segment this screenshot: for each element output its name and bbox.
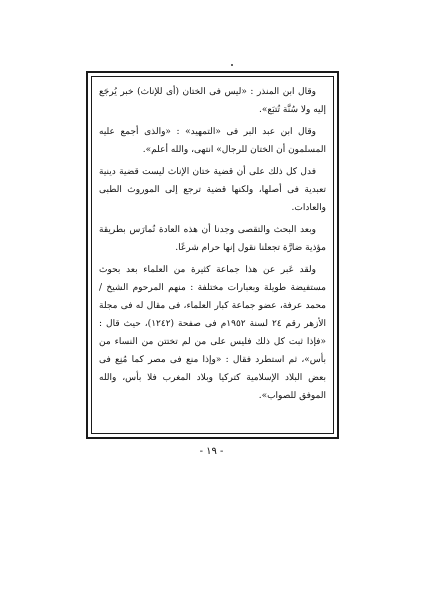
- paragraph-4: وبعد البحث والتقصى وجدنا أن هذه العادة تُمارَس بطريقة مؤذية ضارَّة تجعلنا نقول إنها حرام شرعًا.: [99, 225, 326, 253]
- page-number: - ١٩ -: [199, 446, 224, 457]
- body-text: [99, 83, 326, 405]
- text-frame-inner: [91, 76, 334, 434]
- text-frame: [86, 71, 339, 439]
- paragraph-2: وقال ابن عبد البر فى «التمهيد» : «والذى أجمع عليه المسلمون أن الختان للرجال» انتهى، والله أعلم».: [99, 127, 326, 155]
- paragraph-5: ولقد عَبر عن هذا جماعة كثيرة من العلماء بعد بحوث مستفيضة طويلة وبعبارات مختلفة : منهم المرحوم الشيخ / محمد عرفة، عضو جماعة كبار العلماء، فى مقال له فى مجلة الأزهر رقم ٢٤ لسنة ١٩٥٢م فى صفحة (١٢٤٢)، حيث قال : «فإذا ثبت كل ذلك فليس على من لم تختتن من النساء من بأس»، ثم استطرد فقال : «وإذا منع فى مصر كما مُنِع فى بعض البلاد الإسلامية كتركيا وبلاد المغرب فلا بأس، والله الموفق للصواب».: [99, 265, 326, 401]
- paragraph-3: فدل كل ذلك على أن قضية ختان الإناث ليست قضية دينية تعبدية فى أصلها، ولكنها قضية ترجع إلى الموروث الطبى والعادات.: [99, 167, 326, 213]
- paragraph-1: وقال ابن المنذر : «ليس فى الختان (أى للإناث) خبر يُرجَع إليه ولا سُنَّة تُتبَع».: [99, 87, 326, 115]
- top-mark: [231, 64, 233, 66]
